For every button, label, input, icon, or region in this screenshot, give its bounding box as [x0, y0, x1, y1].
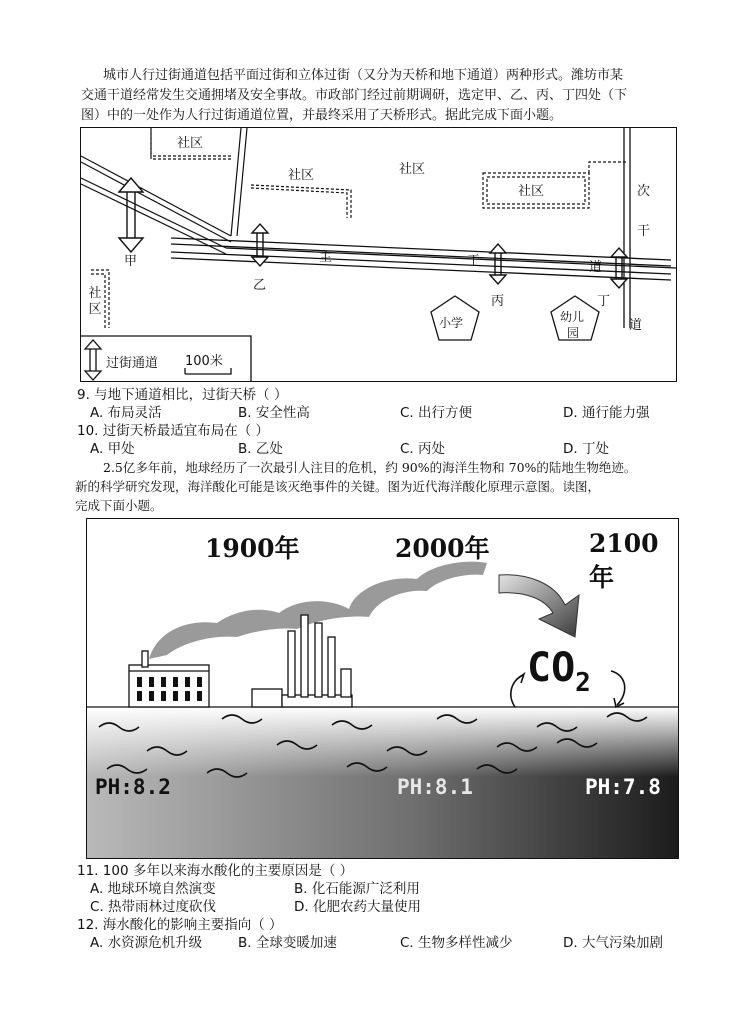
- intro2-line1: 2.5亿多年前，地球经历了一次最引人注目的危机，约 90%的海洋生物和 70%的陆地生物绝迹。: [103, 460, 637, 475]
- site-jia-label: 甲: [124, 254, 138, 269]
- q11-option-a: A. 地球环境自然演变: [90, 881, 216, 897]
- co2-arrow: [499, 575, 579, 637]
- street-map-graphic: [81, 128, 676, 381]
- q12-option-a: A. 水资源危机升级: [90, 935, 203, 951]
- q12-option-d: D. 大气污染加剧: [563, 935, 663, 951]
- q10-option-a: A. 甲处: [90, 441, 135, 457]
- site-bing-label: 丙: [491, 294, 505, 309]
- q9-option-b: B. 安全性高: [238, 405, 310, 421]
- ph-2100: PH:7.8: [585, 775, 661, 799]
- q10-option-b: B. 乙处: [238, 441, 283, 457]
- q11-option-d: D. 化肥农药大量使用: [294, 899, 421, 915]
- q10-option-d: D. 丁处: [563, 441, 609, 457]
- legend-crossing-arrow: [85, 340, 101, 380]
- legend-label: 过街通道: [106, 356, 159, 371]
- site-ding-label: 丁: [597, 294, 611, 309]
- q11-option-b: B. 化石能源广泛利用: [294, 881, 420, 897]
- co2-subscript: 2: [575, 668, 591, 698]
- co2-label: [527, 645, 591, 698]
- intro2-line2: 新的科学研究发现，海洋酸化可能是该灭绝事件的关键。图为近代海洋酸化原理示意图。读图，: [75, 479, 601, 494]
- community-label-5: 社区: [88, 286, 102, 317]
- q11-stem: 11. 100 多年以来海水酸化的主要原因是（ ）: [77, 863, 354, 879]
- q12-stem: 12. 海水酸化的影响主要指向（ ）: [77, 917, 283, 933]
- q9-option-c: C. 出行方便: [400, 405, 473, 421]
- community-label-1: 社区: [177, 136, 204, 151]
- intro1-line2: 交通干道经常发生交通拥堵及安全事故。市政部门经过前期调研，选定甲、乙、丙、丁四处（下: [81, 88, 628, 103]
- year-2100: 2100年: [589, 529, 659, 592]
- secondary-road-char-1: 次: [637, 184, 651, 199]
- scale-label: 100米: [185, 354, 223, 369]
- q12-option-c: C. 生物多样性减少: [400, 935, 513, 951]
- crossing-bing-arrow: [490, 244, 506, 284]
- q10-option-c: C. 丙处: [400, 441, 446, 457]
- school-label: 小学: [439, 316, 464, 330]
- q9-option-d: D. 通行能力强: [563, 405, 650, 421]
- community-label-2: 社区: [288, 168, 315, 183]
- site-yi-label: 乙: [253, 278, 267, 293]
- year-2000: 2000年: [395, 534, 490, 563]
- main-road-char-2: 干: [467, 254, 481, 269]
- q9-stem: 9. 与地下通道相比，过街天桥（ ）: [77, 387, 288, 403]
- secondary-road-char-2: 干: [637, 224, 651, 239]
- q10-stem: 10. 过街天桥最适宜布局在（ ）: [77, 423, 270, 439]
- intro2-line3: 完成下面小题。: [75, 498, 163, 513]
- co2-text: CO: [527, 645, 576, 691]
- ph-2000: PH:8.1: [397, 775, 473, 799]
- community-label-3: 社区: [399, 162, 426, 177]
- ph-1900: PH:8.2: [95, 775, 171, 799]
- intro1-line3: 图）中的一处作为人行过街通道位置，并最终采用了天桥形式。据此完成下面小题。: [81, 108, 563, 123]
- q12-option-b: B. 全球变暖加速: [238, 935, 337, 951]
- secondary-road-char-3: 道: [629, 318, 643, 333]
- intro1-line1: 城市人行过街通道包括平面过街和立体过街（又分为天桥和地下通道）两种形式。潍坊市某: [103, 68, 624, 83]
- year-1900: 1900年: [205, 534, 300, 563]
- crossing-jia-arrow: [119, 178, 143, 252]
- community-label-4: 社区: [518, 184, 545, 199]
- street-map-figure: [80, 127, 677, 382]
- q11-option-c: C. 热带雨林过度砍伐: [90, 899, 217, 915]
- kindergarten-label-2: 园: [567, 326, 580, 340]
- ocean-acidification-figure: [86, 518, 679, 859]
- crossing-yi-arrow: [252, 224, 268, 266]
- main-road-char-3: 道: [589, 260, 603, 275]
- kindergarten-label-1: 幼儿: [560, 310, 585, 324]
- main-road-char-1: 主: [319, 250, 333, 265]
- q9-option-a: A. 布局灵活: [90, 405, 162, 421]
- community-boundary-2: [251, 185, 351, 218]
